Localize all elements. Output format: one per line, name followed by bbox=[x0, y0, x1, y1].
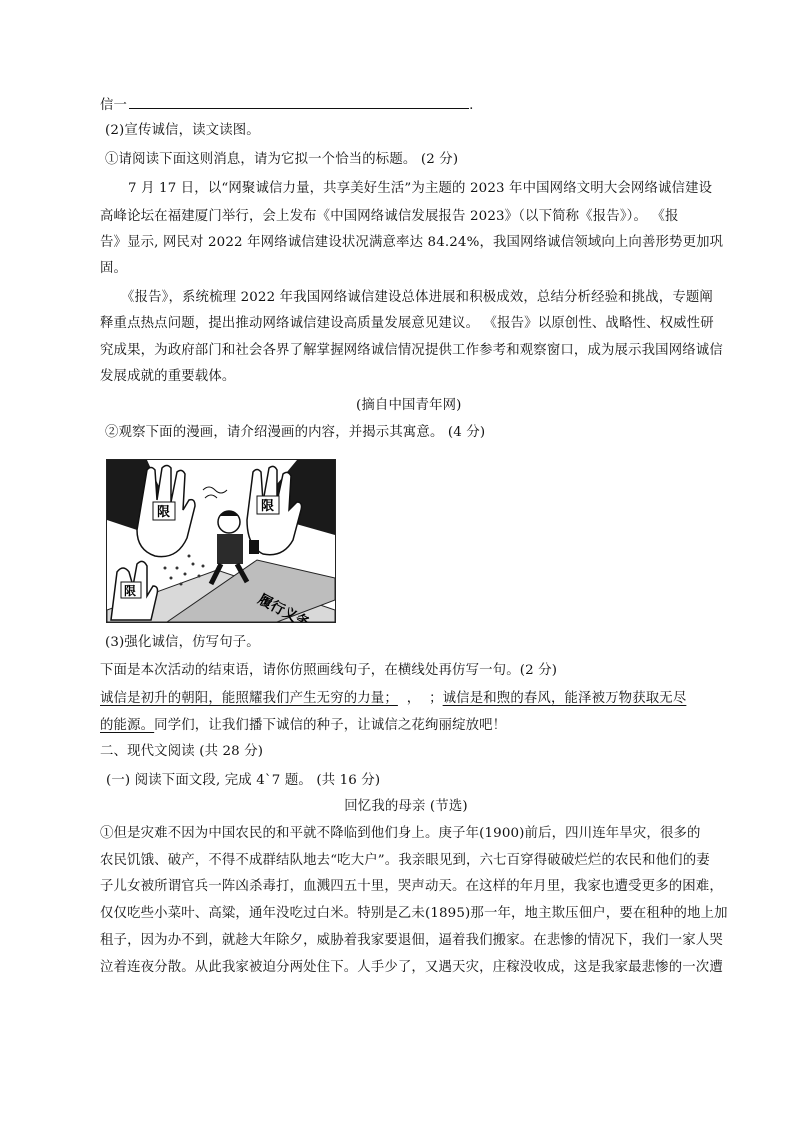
answer-blank bbox=[129, 94, 469, 109]
q3-sentence-line bbox=[100, 689, 712, 709]
q3-instruction: 下面是本次活动的结束语，请你仿照画线句子，在横线处再仿写一句。(2 分) bbox=[100, 663, 558, 678]
limit-label-bottom: 限 bbox=[124, 584, 137, 598]
answer-line bbox=[100, 94, 712, 116]
q3-heading: (3)强化诚信，仿写句子。 bbox=[105, 635, 260, 650]
news-line: 固。 bbox=[100, 261, 128, 276]
cartoon-illustration bbox=[106, 459, 336, 623]
road-label: 履行义务 bbox=[255, 591, 313, 622]
line-suffix: . bbox=[469, 98, 474, 113]
limit-label-left: 限 bbox=[157, 505, 171, 520]
section-heading: 二、现代文阅读 (共 28 分) bbox=[100, 744, 264, 759]
news-line: 发展成就的重要载体。 bbox=[100, 369, 236, 384]
model-sentence-3: 的能源。 bbox=[100, 718, 155, 733]
article-line: 子儿女被所谓官兵一阵凶杀毒打，血溅四五十里，哭声动天。在这样的年月里，我家也遭受更多的困难， bbox=[100, 879, 723, 894]
limit-label-right: 限 bbox=[261, 499, 275, 514]
line-prefix: 信一 bbox=[100, 98, 128, 113]
news-line: 《报告》，系统梳理 2022 年我国网络诚信建设总体进展和积极成效，总结分析经验和挑战，专题阐 bbox=[121, 290, 713, 305]
news-source: (摘自中国青年网) bbox=[356, 398, 462, 413]
section-subheading: (一) 阅读下面文段, 完成 4`7 题。 (共 16 分) bbox=[106, 773, 381, 788]
closing-sentence: 同学们，让我们播下诚信的种子，让诚信之花绚丽绽放吧！ bbox=[154, 718, 507, 733]
q2-task1: ①请阅读下面这则消息，请为它拟一个恰当的标题。 (2 分) bbox=[105, 152, 459, 167]
model-sentence-1: 诚信是初升的朝阳，能照耀我们产生无穷的力量； bbox=[100, 691, 398, 706]
article-line: ①但是灾难不因为中国农民的和平就不降临到他们身上。庚子年(1900)前后，四川连年旱灾，很多的 bbox=[100, 826, 701, 841]
blank-mark: ， ； bbox=[397, 691, 443, 706]
q3-sentence-line2 bbox=[100, 716, 712, 736]
news-line: 释重点热点问题，提出推动网络诚信建设高质量发展意见建议。 《报告》以原创性、战略性、权威性研 bbox=[100, 316, 714, 331]
article-line: 泣着连夜分散。从此我家被迫分两处住下。人手少了，又遇天灾，庄稼没收成，这是我家最悲惨的一次遭 bbox=[100, 960, 723, 975]
article-title: 回忆我的母亲 (节选) bbox=[344, 799, 468, 814]
news-line: 告》显示, 网民对 2022 年网络诚信建设状况满意率达 84.24%，我国网络诚信领域向上向善形势更加巩 bbox=[100, 235, 724, 250]
news-line: 7 月 17 日，以“网聚诚信力量，共享美好生活”为主题的 2023 年中国网络文明大会网络诚信建设 bbox=[128, 181, 713, 196]
news-line: 究成果，为政府部门和社会各界了解掌握网络诚信情况提供工作参考和观察窗口，成为展示我国网络诚信 bbox=[100, 343, 723, 358]
q2-heading: (2)宣传诚信，读文读图。 bbox=[105, 123, 260, 138]
cartoon-drawing bbox=[107, 460, 335, 622]
article-line: 农民饥饿、破产，不得不成群结队地去“吃大户”。我亲眼见到，六七百穿得破破烂烂的农民和他们的妻 bbox=[100, 853, 710, 868]
q2-task2: ②观察下面的漫画，请介绍漫画的内容，并揭示其寓意。 (4 分) bbox=[105, 425, 486, 440]
article-line: 租子，因为办不到，就趁大年除夕，威胁着我家要退佃，逼着我们搬家。在悲惨的情况下，我们一家人哭 bbox=[100, 933, 723, 948]
model-sentence-2: 诚信是和煦的春风，能泽被万物获取无尽 bbox=[442, 691, 687, 706]
news-line: 高峰论坛在福建厦门举行，会上发布《中国网络诚信发展报告 2023》（以下简称《报告》）。 《报 bbox=[100, 209, 679, 224]
article-line: 仅仅吃些小菜叶、高粱，通年没吃过白米。特别是乙未(1895)那一年，地主欺压佃户，要在租种的地上加 bbox=[100, 906, 728, 921]
